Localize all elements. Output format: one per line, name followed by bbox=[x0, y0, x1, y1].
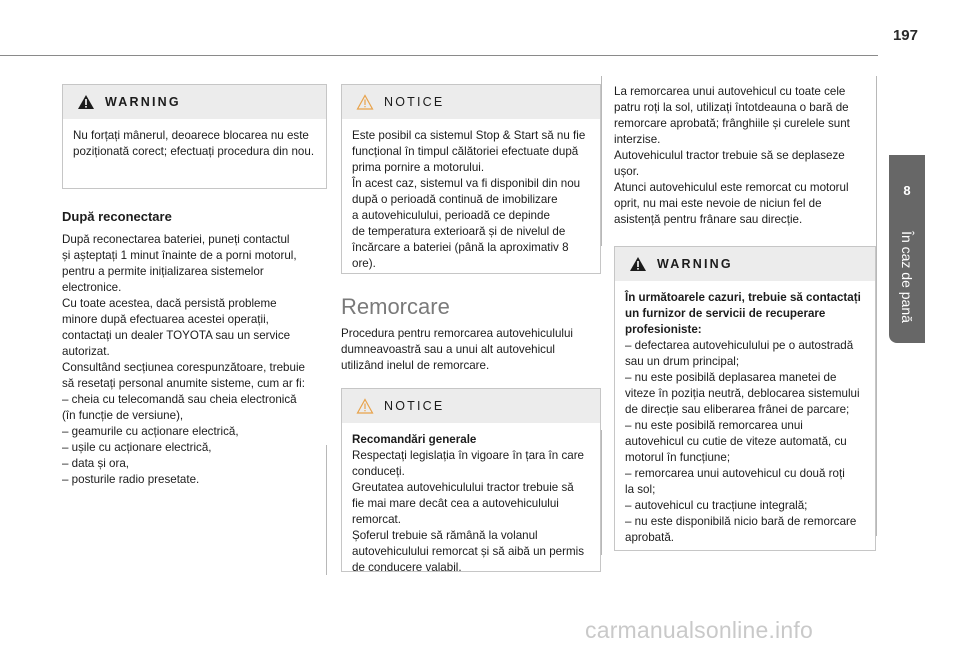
list-item: – geamurile cu acționare electrică, bbox=[62, 425, 239, 438]
text-line: ore). bbox=[352, 257, 376, 270]
text-line: remorcare aprobată; frânghiile și curelele sunt bbox=[614, 117, 850, 130]
warning-text: Nu forțați mânerul, deoarece blocarea nu este poziționată corect; efectuați procedura din nou. bbox=[73, 129, 315, 158]
list-item: – posturile radio presetate. bbox=[62, 473, 200, 486]
warning-icon bbox=[77, 94, 95, 110]
text-line: contactați un dealer TOYOTA sau un service bbox=[62, 329, 291, 342]
text-line: conduceți. bbox=[352, 465, 405, 478]
text-line: după o perioadă continuă de imobilizare bbox=[352, 193, 558, 206]
text-line: La remorcarea unui autovehicul cu toate cele bbox=[614, 85, 846, 98]
page-number: 197 bbox=[892, 27, 918, 44]
section-title: Remorcare bbox=[341, 294, 450, 319]
list-item: – remorcarea unui autovehicul cu două roți bbox=[625, 467, 845, 480]
towing-text bbox=[614, 84, 876, 228]
notice-heading: Recomandări generale bbox=[352, 433, 477, 446]
warning-icon bbox=[629, 256, 647, 272]
text-line: Autovehiculul tractor trebuie să se deplaseze bbox=[614, 149, 845, 162]
text-line: sau un drum principal; bbox=[625, 355, 740, 368]
warning-title: WARNING bbox=[105, 95, 181, 109]
text-line: de direcție sau eliberarea frânei de parcare; bbox=[625, 403, 850, 416]
column-divider bbox=[601, 430, 602, 555]
text-line: Șoferul trebuie să rămână la volanul bbox=[352, 529, 538, 542]
warning-box bbox=[62, 84, 327, 189]
section-intro bbox=[341, 326, 601, 374]
text-line: aprobată. bbox=[625, 531, 674, 544]
chapter-title: În caz de pană bbox=[899, 230, 915, 323]
text-line: (în funcție de versiune), bbox=[62, 409, 184, 422]
column-divider bbox=[326, 445, 327, 575]
text-line: electronice. bbox=[62, 281, 122, 294]
text-line: de temperatura exterioară și de nivelul de bbox=[352, 225, 566, 238]
notice-title: NOTICE bbox=[384, 95, 445, 109]
text-line: Atunci autovehiculul este remorcat cu motorul bbox=[614, 181, 849, 194]
notice-header bbox=[342, 389, 600, 423]
watermark: carmanualsonline.info bbox=[585, 617, 813, 643]
text-line: Respectați legislația în vigoare în țara în care bbox=[352, 449, 584, 462]
warning-bold-line: În următoarele cazuri, trebuie să contactați bbox=[625, 291, 861, 304]
text-line: pentru a permite inițializarea sistemelor bbox=[62, 265, 264, 278]
text-line: remorcat. bbox=[352, 513, 401, 526]
notice-title: NOTICE bbox=[384, 399, 445, 413]
text-line: încărcare a bateriei (până la aproximativ 8 bbox=[352, 241, 569, 254]
section-title: După reconectare bbox=[62, 209, 172, 224]
text-line: autorizat. bbox=[62, 345, 110, 358]
notice-icon bbox=[356, 398, 374, 414]
list-item: – ușile cu acționare electrică, bbox=[62, 441, 212, 454]
column-divider bbox=[601, 76, 602, 246]
text-line: Greutatea autovehiculului tractor trebuie să bbox=[352, 481, 574, 494]
list-item: – nu este disponibilă nicio bară de remorcare bbox=[625, 515, 857, 528]
text-line: ușor. bbox=[614, 165, 640, 178]
text-line: la sol; bbox=[625, 483, 656, 496]
list-item: – nu este posibilă remorcarea unui bbox=[625, 419, 803, 432]
text-line: Este posibil ca sistemul Stop & Start să nu fie bbox=[352, 129, 586, 142]
notice-header bbox=[342, 85, 600, 119]
text-line: și așteptați 1 minut înainte de a porni motorul, bbox=[62, 249, 297, 262]
warning-header bbox=[63, 85, 326, 119]
text-line: minore după efectuarea acestei operații, bbox=[62, 313, 269, 326]
notice-icon bbox=[356, 94, 374, 110]
text-line: de conducere valabil. bbox=[352, 561, 462, 574]
section-body bbox=[62, 232, 327, 488]
text-line: fie mai mare decât cea a autovehiculului bbox=[352, 497, 559, 510]
warning-bold-line: profesioniste: bbox=[625, 323, 702, 336]
warning-bold-line: un furnizor de servicii de recuperare bbox=[625, 307, 826, 320]
text-line: interzise. bbox=[614, 133, 661, 146]
list-item: – defectarea autovehiculului pe o autostradă bbox=[625, 339, 854, 352]
text-line: utilizând inelul de remorcare. bbox=[341, 359, 490, 372]
list-item: – data și ora, bbox=[62, 457, 130, 470]
notice-box bbox=[341, 388, 601, 572]
warning-box bbox=[614, 246, 876, 551]
text-line: Procedura pentru remorcarea autovehiculului bbox=[341, 327, 574, 340]
text-line: motorul în funcțiune; bbox=[625, 451, 731, 464]
column-divider bbox=[876, 76, 877, 536]
column-1 bbox=[62, 84, 327, 488]
list-item: – cheia cu telecomandă sau cheia electronică bbox=[62, 393, 297, 406]
column-2 bbox=[341, 84, 601, 572]
chapter-number: 8 bbox=[903, 183, 911, 198]
text-line: În acest caz, sistemul va fi disponibil din nou bbox=[352, 177, 581, 190]
list-item: – nu este posibilă deplasarea manetei de bbox=[625, 371, 837, 384]
text-line: autovehiculului remorcat și să aibă un permis bbox=[352, 545, 584, 558]
text-line: patru roți la sol, utilizați întotdeauna o bară de bbox=[614, 101, 849, 114]
chapter-tab[interactable] bbox=[889, 155, 925, 343]
notice-box bbox=[341, 84, 601, 274]
top-rule bbox=[0, 55, 878, 56]
text-line: a autovehiculului, perioadă ce depinde bbox=[352, 209, 550, 222]
text-line: După reconectarea bateriei, puneți contactul bbox=[62, 233, 290, 246]
text-line: să resetați personal anumite sisteme, cum ar fi: bbox=[62, 377, 305, 390]
text-line: funcțional în timpul călătoriei efectuate după bbox=[352, 145, 579, 158]
text-line: Consultând secțiunea corespunzătoare, trebuie bbox=[62, 361, 305, 374]
list-item: – autovehicul cu tracțiune integrală; bbox=[625, 499, 808, 512]
warning-title: WARNING bbox=[657, 257, 733, 271]
text-line: autovehicul cu cutie de viteze automată, cu bbox=[625, 435, 847, 448]
text-line: dumneavoastră sau a unui alt autovehicul bbox=[341, 343, 555, 356]
text-line: prima pornire a motorului. bbox=[352, 161, 485, 174]
text-line: asistență pentru frânare sau direcție. bbox=[614, 213, 803, 226]
text-line: Cu toate acestea, dacă persistă probleme bbox=[62, 297, 277, 310]
text-line: oprit, nu mai este nevoie de niciun fel de bbox=[614, 197, 822, 210]
column-3 bbox=[614, 84, 876, 551]
warning-header bbox=[615, 247, 875, 281]
text-line: viteze în poziția neutră, deblocarea sistemului bbox=[625, 387, 860, 400]
